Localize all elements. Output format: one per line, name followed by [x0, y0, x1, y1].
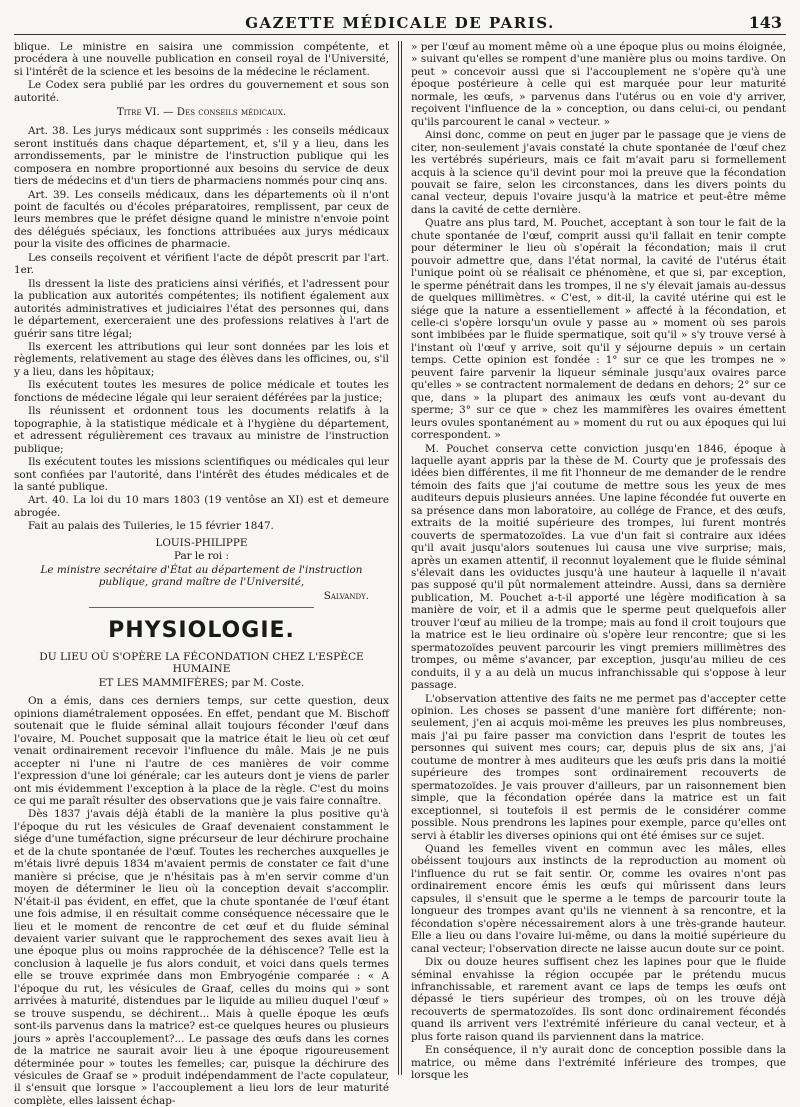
paragraph: Dix ou douze heures suffisent chez les lapines pour que le fluide séminal envahisse la région occupée par le prétendu mucus infranchissable, et rarement avant ce laps de temps les œufs ont dépassé le tiers supérieur des trompes, où on les trouve déjà recouverts de spermatozoïdes. Ils sont donc ordinairement fécondés quand ils arrivent vers l'extrémité inférieure du canal vecteur, et à plus forte raison quand ils parviennent dans la matrice.	[410, 956, 786, 1043]
paragraph: On a émis, dans ces derniers temps, sur cette question, deux opinions diamétralement opposées. En effet, pendant que M. Bischoff soutenait que le fluide séminal allait toujours féconder l'œuf dans l'ovaire, M. Pouchet supposait que la matrice était le lieu où cet œuf venait ordinairement recevoir l'influence du mâle. Mais je ne puis accepter ni l'une ni l'autre de ces manières de voir comme l'expression d'une loi générale; car les auteurs dont je viens de parler ont mis évidemment l'exception à la place de la règle. C'est du moins ce qui me paraît résulter des observations que je vais faire connaître.	[14, 695, 390, 808]
section-title: PHYSIOLOGIE.	[108, 618, 295, 644]
article-title-2: ET LES MAMMIFÈRES; par M. Coste.	[98, 676, 305, 689]
paragraph: Fait au palais des Tuileries, le 15 février 1847.	[28, 520, 274, 533]
paragraph: Ils exécutent toutes les missions scientifiques ou médicales qui leur sont confiées par l'autorité, dans l'intérêt des études médicales et de la santé publique.	[14, 456, 390, 493]
paragraph: Quand les femelles vivent en commun avec les mâles, elles obéissent toujours aux instincts de la reproduction au moment où l'influence du rut se fait sentir. Or, comme les ovaires n'ont pas ordinairement encore émis les œufs qui mûrissent dans leurs capsules, il s'ensuit que le sperme a le temps de parcourir toute la longueur des trompes avant qu'ils ne viennent à sa rencontre, et la fécondation s'opère nécessairement alors à une très-grande hauteur. Elle a lieu ou dans l'ovaire lui-même, ou dans la moitié supérieure du canal vecteur; l'observation directe ne laisse aucun doute sur ce point.	[410, 843, 786, 955]
paragraph: Art. 39. Les conseils médicaux, dans les départements où il n'ont point de facultés ou d'écoles préparatoires, remplissent, par ceux de leurs membres que le préfet désigne quand le ministre n'envoie point des délégués spéciaux, les fonctions attribuées aux jurys médicaux pour la visite des officines de pharmacie.	[14, 188, 390, 251]
paragraph: Ils exécutent toutes les mesures de police médicale et toutes les fonctions de médecine légale qui leur seraient déférées par la justice;	[14, 379, 390, 404]
columns	[14, 41, 786, 1107]
paragraph: » per l'œuf au moment même où a une époque plus ou moins éloignée, » suivant qu'elles se rompent d'une manière plus ou moins tardive. On peut » concevoir aussi que si l'accouplement ne s'opère qu'à une époque postérieure à celle qui est marquée pour leur maturité normale, les œufs, » parvenus dans l'utérus ou en voie d'y arriver, reçoivent l'influence de la » conception, ou dans celui-ci, ou pendant qu'ils parcourent le canal » vecteur. »	[410, 41, 786, 128]
column-rule	[398, 41, 402, 1075]
paragraph: Les conseils reçoivent et vérifient l'acte de dépôt prescrit par l'art. 1er.	[14, 251, 390, 277]
paragraph: Ils exercent les attributions qui leur sont données par les lois et règlements, relativement au stage des élèves dans les officines, ou, s'il y a lieu, dans les hôpitaux;	[14, 340, 390, 378]
article-title: DU LIEU OÙ S'OPÈRE LA FÉCONDATION CHEZ L'ESPÈCE HUMAINE	[39, 651, 364, 676]
page-number: 143	[748, 13, 782, 32]
right-column	[410, 41, 786, 1082]
paragraph: Quatre ans plus tard, M. Pouchet, acceptant à son tour le fait de la chute spontanée de l'œuf, comprit aussi qu'il fallait en tenir compte pour déterminer le lieu où s'opérait la fécondation; mais il crut pouvoir admettre que, dans l'état normal, la cavité de l'utérus était l'unique point où se réalisait ce phénomène, et que si, par exception, le sperme pénétrait dans les trompes, il ne s'y élevait jamais au-dessus de quelques millimètres. « C'est, » dit-il, la cavité utérine qui est le siége que la nature a essentiellement » affecté à la fécondation, et celle-ci s'opère lorsqu'un ovule y passe au » moment où ses parois sont imbibées par le fluide spermatique, soit qu'il » s'y trouve versé à l'instant où l'œuf y arrive, soit qu'il y séjourne depuis » un certain temps. Cette opinion est fondée : 1° sur ce que les trompes ne » peuvent faire parvenir la liqueur séminale jusqu'aux ovaires parce qu'elles » se contractent normalement de dedans en dehors; 2° sur ce que, dans » la plupart des animaux les œufs vont au-devant du sperme; 3° sur ce que » chez les mammifères les ovaires émettent leurs ovules spontanément au » moment du rut ou aux époques qui lui correspondent. »	[410, 217, 786, 442]
paragraph: M. Pouchet conserva cette conviction jusqu'en 1846, époque à laquelle ayant appris par la thèse de M. Courty que je professais des idées bien différentes, il me fit l'honneur de me demander de le rendre témoin des faits que j'ai coutume de mettre sous les yeux de mes auditeurs depuis plusieurs années. Une lapine fécondée fut ouverte en sa présence dans mon laboratoire, au collége de France, et des œufs, extraits de la moitié supérieure des trompes, lui furent montrés couverts de spermatozoïdes. La vue d'un fait si contraire aux idées qu'il avait jusqu'alors soutenues lui causa une vive surprise; mais, après un examen attentif, il reconnut loyalement que le fluide séminal s'élevait dans les oviductes jusqu'à une hauteur à laquelle il n'avait pas supposé qu'il pût normalement atteindre. Aussi, dans sa dernière publication, M. Pouchet a-t-il apporté une légère modification à sa manière de voir, et il a admis que le sperme peut quelquefois aller trouver l'œuf au milieu de la trompe; mais au fond il croit toujours que la matrice est le lieu ordinaire où s'opère leur rencontre; que si les spermatozoïdes peuvent parcourir les vingt premiers millimètres des trompes, ou même s'avancer, par exception, jusqu'au milieu de ces conduits, il y a au delà un mucus infranchissable qui s'oppose à leur passage.	[410, 442, 786, 692]
paragraph: Art. 38. Les jurys médicaux sont supprimés : les conseils médicaux seront institués dans chaque département, et, s'il y a lieu, dans les arrondissements, par le ministre de l'instruction publique qui les composera en nombre proportionné aux besoins du service de deux tiers de médecins et d'un tiers de pharmaciens nommés pour cinq ans.	[14, 125, 390, 188]
paragraph: Ils réunissent et ordonnent tous les documents relatifs à la topographie, à la statistique médicale et à l'hygiène du département, et adressent régulièrement ces travaux au ministre de l'instruction publique;	[14, 405, 390, 455]
signature-minister: Le ministre secrétaire d'État au département de l'instruction publique, grand maître de l'Université,	[40, 563, 363, 589]
left-column	[14, 41, 390, 1107]
separator	[89, 607, 314, 608]
paragraph: Le Codex sera publié par les ordres du gouvernement et sous son autorité.	[14, 79, 390, 104]
page-header	[14, 12, 786, 35]
paragraph: Ils dressent la liste des praticiens ainsi vérifiés, et l'adressent pour la publication aux autorités compétentes; ils notifient également aux autorités administratives et judiciaires l'état des personnes qui, dans le département, exerceraient une des professions relatives à l'art de guérir sans titre légal;	[14, 277, 390, 340]
paragraph: Ainsi donc, comme on peut en juger par le passage que je viens de citer, non-seulement j'avais constaté la chute spontanée de l'œuf chez les vertébrés supérieurs, mais ce fait m'avait paru si formellement acquis à la science qu'il devint pour moi la preuve que la fécondation pouvait se faire, selon les circonstances, dans les divers points du canal vecteur, depuis l'ovaire jusqu'à la matrice et peut-être même dans la cavité de cette dernière.	[410, 129, 786, 216]
paragraph: En conséquence, il n'y aurait donc de conception possible dans la matrice, ou même dans l'extrémité inférieure des trompes, que lorsque les	[410, 1044, 786, 1082]
paragraph: blique. Le ministre en saisira une commission compétente, et procédera à une nouvelle publication en conseil royal de l'Université, si l'intérêt de la science et les besoins de la médecine le réclament.	[14, 41, 390, 78]
section-heading: Titre VI. — Des conseils médicaux.	[116, 106, 287, 119]
paragraph: L'observation attentive des faits ne me permet pas d'accepter cette opinion. Les choses se passent d'une manière fort différente; non-seulement, j'en ai acquis moi-même les preuves les plus nombreuses, mais j'ai pu faire passer ma conviction dans l'esprit de toutes les personnes qui suivent mes cours; car, depuis plus de six ans, j'ai coutume de montrer à mes auditeurs que les œufs pris dans la moitié supérieure des trompes sont ordinairement recouverts de spermatozoïdes. Je vais prouver d'ailleurs, par un raisonnement bien simple, que la fécondation opérée dans la matrice est un fait exceptionnel, si toutefois il est permis de le considérer comme possible. Nous prendrons les lapines pour exemple, parce qu'elles ont servi à établir les diverses opinions qui ont été émises sur ce sujet.	[410, 692, 786, 842]
signature-salvandy: Salvandy.	[323, 589, 370, 602]
signature-par-le-roi: Par le roi :	[173, 550, 230, 563]
paragraph: Dès 1837 j'avais déjà établi de la manière la plus positive qu'à l'époque du rut les vésicules de Graaf devenaient constamment le siége d'une tuméfaction, signe précurseur de leur déchirure prochaine et de la chute spontanée de l'œuf. Toutes les recherches auxquelles je m'étais livré depuis 1834 m'avaient permis de constater ce fait d'une manière si précise, que je n'hésitais pas à m'en servir comme d'un moyen de déterminer le lieu où la conception devait s'accomplir. N'était-il pas évident, en effet, que la chute spontanée de l'œuf étant une fois admise, il en résultait comme conséquence nécessaire que le lieu et le moment de rencontre de cet œuf et du fluide séminal devaient varier suivant que le rapprochement des sexes avait lieu à une époque plus ou moins rapprochée de la déhiscence? Telle est la conclusion à laquelle je fus alors conduit, et voici dans quels termes elle se trouve exprimée dans mon Embryogénie comparée : « A l'époque du rut, les vésicules de Graaf, celles du moins qui » sont arrivées à maturité, distendues par le liquide au milieu duquel l'œuf » se trouve suspendu, se déchirent... Mais à quelle époque les œufs sont-ils parvenus dans la matrice? est-ce quelques heures ou plusieurs jours » après l'accouplement?... Le passage des œufs dans les cornes de la matrice ne saurait avoir lieu à une époque rigoureusement déterminée pour » toutes les femelles; car, puisque la déchirure des vésicules de Graaf se » produit indépendamment de l'acte copulateur, il s'ensuit que lorsque » l'accouplement a lieu lors de leur maturité complète, elles laissent échap-	[14, 808, 390, 1107]
journal-title: GAZETTE MÉDICALE DE PARIS.	[245, 14, 555, 32]
paragraph: Art. 40. La loi du 10 mars 1803 (19 ventôse an XI) est et demeure abrogée.	[14, 494, 390, 519]
signature-king: LOUIS-PHILIPPE	[155, 536, 248, 549]
